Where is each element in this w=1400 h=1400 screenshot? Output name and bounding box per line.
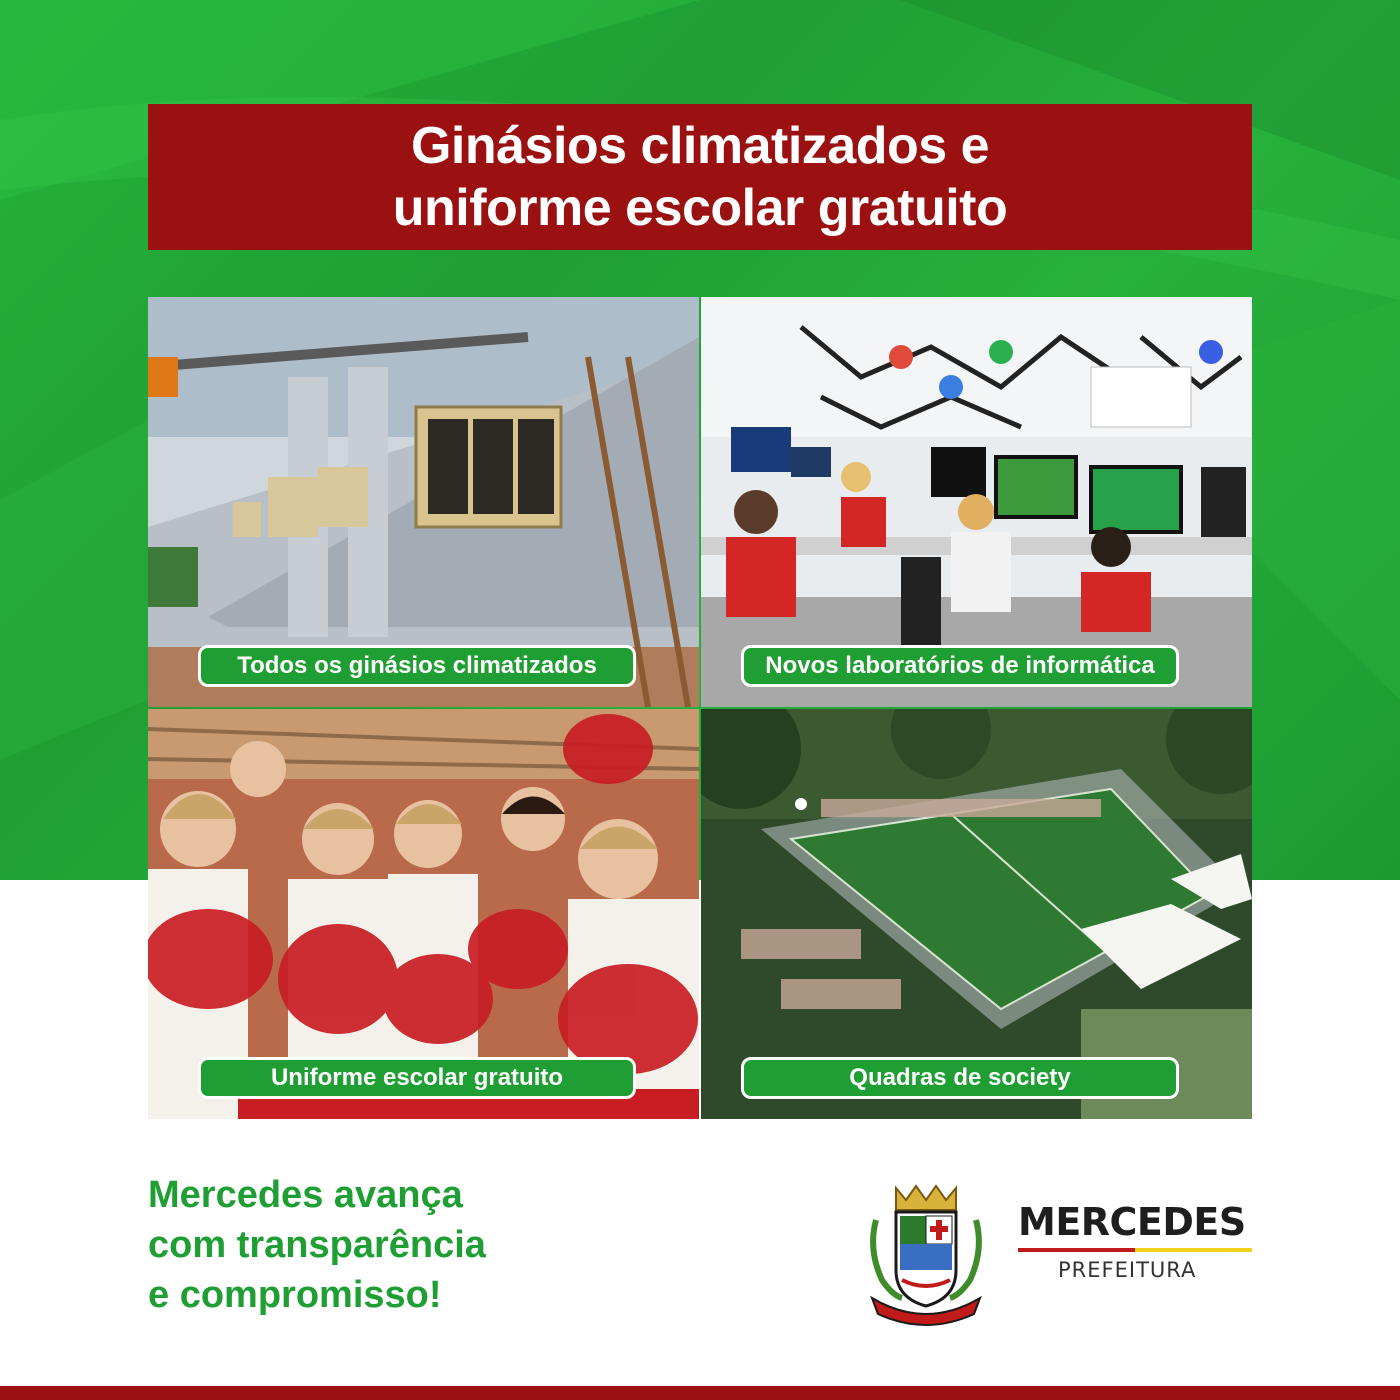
tile-label-computer-lab: Novos laboratórios de informática	[741, 645, 1179, 687]
bottom-bar	[0, 1386, 1400, 1400]
slogan-line-2: com transparência	[148, 1224, 486, 1266]
slogan-line-1: Mercedes avança	[148, 1174, 463, 1216]
title-line-1: Ginásios climatizados e	[410, 117, 990, 175]
brand-subtitle: PREFEITURA	[1058, 1258, 1197, 1282]
slogan	[148, 1170, 486, 1320]
brand-logo	[1018, 1200, 1254, 1282]
tile-computer-lab	[701, 297, 1252, 707]
brand-name: MERCEDES	[1018, 1200, 1246, 1244]
tile-uniforms	[148, 709, 699, 1119]
municipal-crest-icon	[862, 1180, 990, 1330]
tile-label-uniforms: Uniforme escolar gratuito	[198, 1057, 636, 1099]
title-banner	[148, 104, 1252, 250]
tile-gyms	[148, 297, 699, 707]
title-line-2: uniforme escolar gratuito	[392, 179, 1008, 237]
tile-label-gyms: Todos os ginásios climatizados	[198, 645, 636, 687]
slogan-line-3: e compromisso!	[148, 1274, 442, 1316]
photo-grid	[148, 297, 1252, 1119]
tile-label-society-field: Quadras de society	[741, 1057, 1179, 1099]
brand-underline	[1018, 1248, 1252, 1252]
tile-society-field	[701, 709, 1252, 1119]
